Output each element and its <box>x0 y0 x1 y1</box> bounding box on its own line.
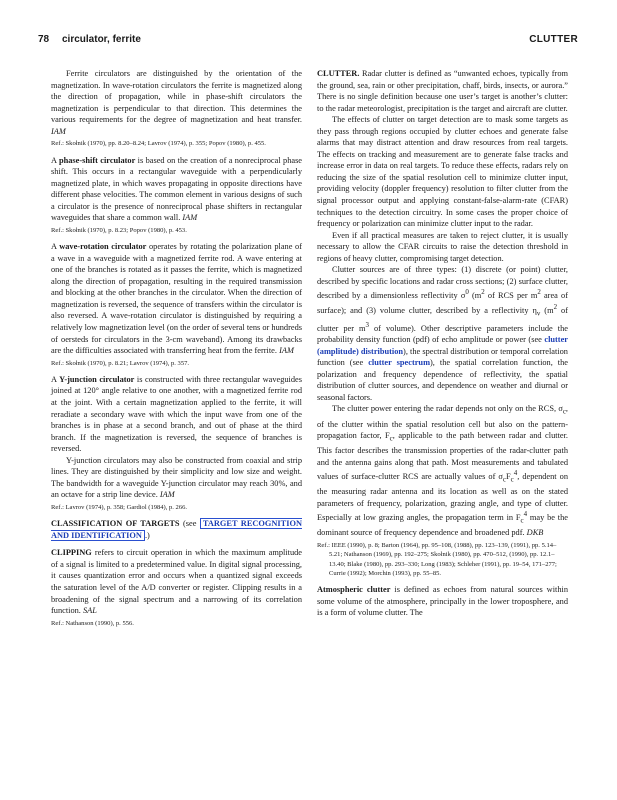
paragraph: Clutter sources are of three types: (1) discrete (or point) clutter, described by specific locations and radar cross sections; (2) surface clutter, described by a dimensionless reflectivity $\sigma^0$ ($m^2$ of RCS per $m^2$ area of surface); and (3) volume clutter, described by a reflectivity $\eta_v$ ($m^2$ of clutter per $m^3$ of volume). Other descriptive parameters include the probability density function (pdf) of echo amplitude or power (see clutter (amplitude) distribution), the spectral distribution or temporal correlation function (see clutter spectrum), the spatial correlation function, the polarization and frequency dependence of reflectivity, the spatial distribution of clutter sources, and dependence on weather and diurnal or seasonal factors. <box>317 265 569 402</box>
running-topic: circulator, ferrite <box>62 34 141 45</box>
reference: Ref.: Skołnik (1970), p. 8.23; Popov (1980), p. 453. <box>51 226 187 234</box>
term-wave-rotation-circulator: wave-rotation circulator <box>59 242 147 252</box>
page-number: 78 <box>38 34 50 45</box>
reference: Ref.: Skołnik (1970), p. 8.21; Lavrov (1974), p. 357. <box>51 359 190 367</box>
right-column <box>317 68 568 619</box>
link-clutter-spectrum[interactable]: clutter spectrum <box>368 358 431 368</box>
paragraph: The clutter power entering the radar depends not only on the RCS, $\sigma_c$, of the clutter within the spatial resolution cell but also on the pattern-propagation factor, $F_c$, applicable to the path between radar and clutter. This factor describes the transmission properties of the radar-clutter path and the antenna gains along that path. Most measurements and tabulated values of surface-clutter RCS are actually values of $\sigma_cF_c^4$, dependent on the measuring radar antenna and its location as well as on the stated parameters of frequency, polarization, grazing angle, and type of clutter. Especially at low grazing angles, the propagation term in $F_c^4$ may be the dominant source of frequency dependence and broadened pdf. DKB <box>317 404 569 538</box>
reference: Ref.: IEEE (1990), p. 8; Barton (1964), pp. 95–108, (1988), pp. 123–139, (1991), pp. 5.14–5.21; Nathanson (1969), pp. 192–275; Skołnik (1980), pp. 470–512, (1990), pp. 12.1–13.40; Blake (1980), pp. 293–330; Long (1983); Schleher (1991), pp. 19–54, 171–277; Currie (1992); Morchin (1993), pp. 55–85. <box>317 541 557 577</box>
term-y-junction-circulator: Y-junction circulator <box>59 374 135 384</box>
term-atmospheric-clutter: Atmospheric clutter <box>317 585 391 595</box>
term-phase-shift-circulator: phase-shift circulator <box>58 155 136 165</box>
paragraph: A wave-rotation circulator operates by rotating the polarization plane of a wave in a waveguide with a magnetized ferrite rod. A wave entering at one of the branches is rotated as it passes the ferrite, which is magnetized along the direction of propagation, resulting in the required transmission and blocking at the other branches in the circulator. When the direction of magnetization is reversed, the sequence of transfers within the circulator is also reversed. A wave-rotation circulator is distinguished by requiring a relatively low magnetization level (on the order of several tens or hundreds of oersteds for circulators in the 3-cm waveband). Among its drawbacks are the difficulties associated with transferring heat from the ferrite. IAM <box>51 242 302 356</box>
paragraph: A phase-shift circulator is based on the creation of a nonreciprocal phase shift. This occurs in a rectangular waveguide with a perpendicularly magnetized plate, in which waves propagating in opposite directions have different phase velocities. The common element in various designs of such a circulator is the presence of nonreciprocal phase shifters in rectangular waveguides that share a common wall. IAM <box>51 155 303 223</box>
reference: Ref.: Lavrov (1974), p. 358; Gardiol (1984), p. 266. <box>51 503 188 511</box>
left-column <box>51 68 302 634</box>
paragraph: A Y-junction circulator is constructed with three rectangular waveguides joined at 120° angle relative to one another, with a magnetized ferrite rod at the joint. With a certain magnetization applied to the ferrite, it will reradiate a secondary wave with which the input wave from one of the branches is in phase at a second branch, and out of phase at the third branch. If the magnetization is reversed, the sequence of branches is reversed. <box>51 374 302 454</box>
link-target-recognition[interactable]: TARGET RECOGNITION AND IDENTIFICATION <box>51 519 303 540</box>
term-clutter: CLUTTER. <box>317 69 360 78</box>
running-section: CLUTTER <box>529 34 578 45</box>
link-clutter-distribution[interactable]: clutter (amplitude) distribution <box>317 335 568 356</box>
paragraph: Ferrite circulators are distinguished by the orientation of the magnetization. In wave-rotation circulators the ferrite is magnetized along the direction of propagation, while in phase-shift circulators the magnetization is perpendicular to that direction. This determines the various requirements for the degree of magnetization and heat transfer. IAM <box>51 69 302 136</box>
paragraph: CLASSIFICATION OF TARGETS (see TARGET RECOGNITION AND IDENTIFICATION .) <box>51 519 303 540</box>
term-classification-of-targets: CLASSIFICATION OF TARGETS <box>51 519 180 529</box>
page-header <box>38 34 578 48</box>
term-clipping: CLIPPING <box>51 548 92 558</box>
reference: Ref.: Nathanson (1990), p. 556. <box>51 619 134 627</box>
paragraph: Atmospheric clutter is defined as echoes from natural sources within some volume of the atmosphere, principally in the lower troposphere, and is a form of volume clutter. The <box>317 585 568 618</box>
paragraph: Even if all practical measures are taken to reject clutter, it is usually necessary to allow the CFAR circuits to raise the detection threshold in regions of heavy clutter, compromising target detection. <box>317 230 568 263</box>
paragraph: Y-junction circulators may also be constructed from coaxial and strip lines. They are distinguished by their simplicity and low size and weight. The bandwidth for a waveguide Y-junction circulator may reach 30%, and an octave for a strip line device. IAM <box>51 455 302 500</box>
paragraph: CLUTTER. Radar clutter is defined as “unwanted echoes, typically from the ground, sea, rain or other precipitation, chaff, birds, insects, or aurora.” There is no single definition because one user’s target is another’s clutter: to the radar meteorologist, precipitation is the target and aircraft are clutter. <box>317 69 568 113</box>
paragraph: CLIPPING refers to circuit operation in which the maximum amplitude of a signal is limited to a predetermined value. In digital signal processing, it causes quantization error and occurs when a quantized signal exceeds the saturation level of the A/D converter or register. Clipping results in a broadening of the signal spectrum and a narrowing of its correlation function. SAL <box>51 548 302 616</box>
paragraph: The effects of clutter on target detection are to mask some targets as they pass through regions occupied by clutter echoes and generate false alarms that may distract attention and draw resources from real targets. The effects on tracking and measurement are to generate false tracks and increase error in data on real targets. To reduce these effects, radars rely on reducing the size of the spatial resolution cell to minimize clutter input, providing velocity (doppler frequency) resolution to filter clutter from the signal processor output and applying constant-false-alarm-rate (CFAR) techniques to the detection circuitry. In some cases the proper choice of frequency or polarization can minimize clutter input to the radar. <box>317 115 568 229</box>
reference: Ref.: Skołnik (1970), pp. 8.20–8.24; Lavrov (1974), p. 355; Popov (1980), p. 455. <box>51 140 266 148</box>
